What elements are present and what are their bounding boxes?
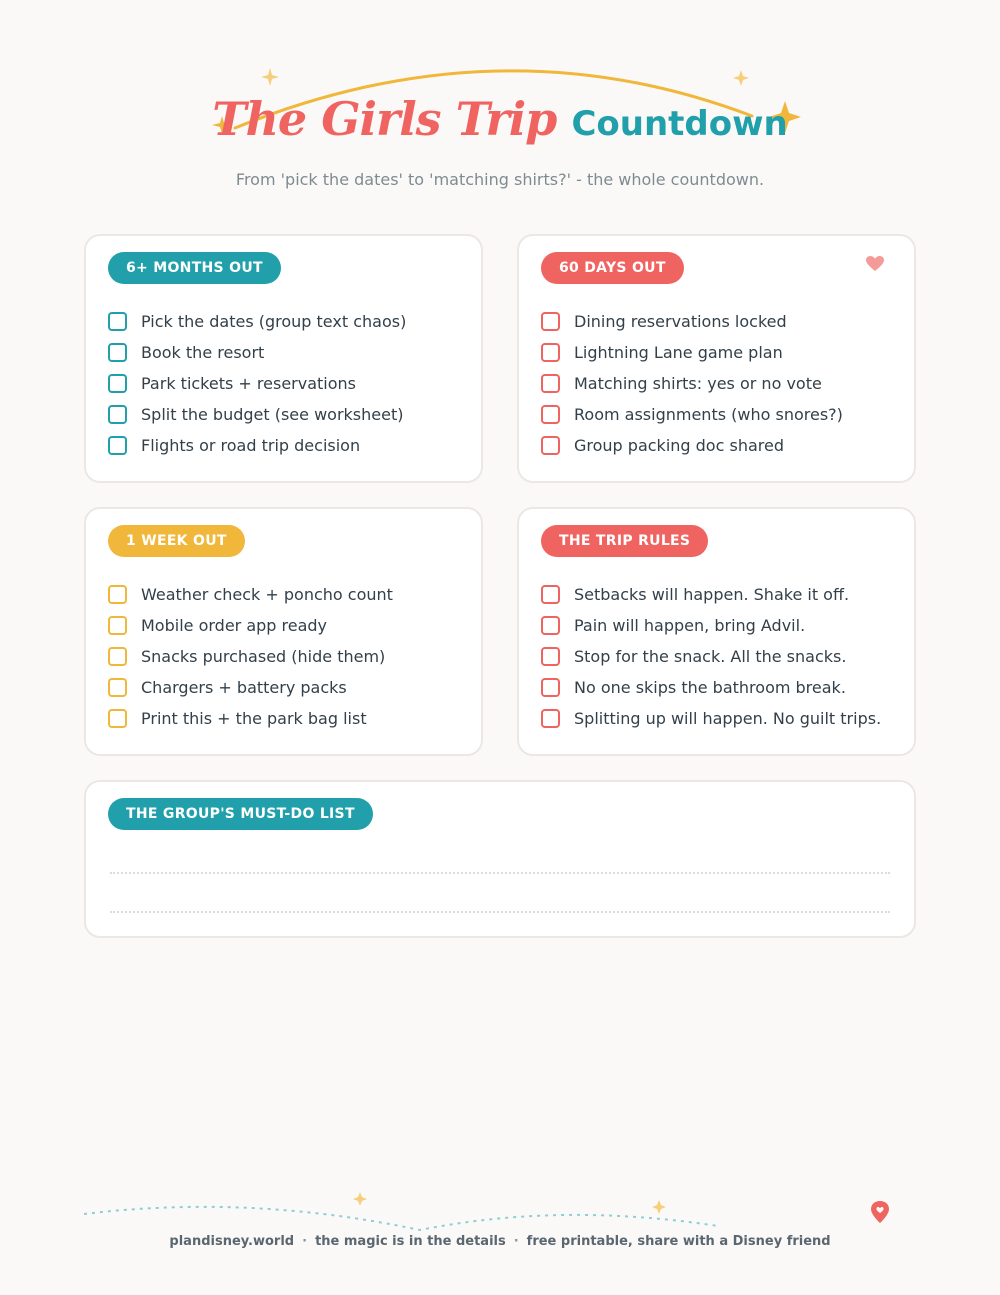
checklist-item[interactable]: [108, 672, 393, 703]
card-label: 60 DAYS OUT: [541, 252, 684, 284]
checkbox[interactable]: [108, 312, 127, 331]
map-pin-icon: [871, 1201, 889, 1223]
sparkle-icon: [353, 1192, 367, 1206]
checklist-item[interactable]: [108, 641, 393, 672]
checklist-item-text: Lightning Lane game plan: [574, 343, 783, 362]
footer-tagline: the magic is in the details: [315, 1234, 506, 1249]
checklist: [108, 306, 406, 461]
checklist-item-text: Mobile order app ready: [141, 616, 328, 635]
checklist-item-text: Split the budget (see worksheet): [141, 405, 404, 424]
footer: [0, 1234, 1000, 1249]
heart-icon: [866, 256, 884, 272]
checklist-item[interactable]: [541, 610, 881, 641]
card-label: THE TRIP RULES: [541, 525, 708, 557]
checklist-item-text: Book the resort: [141, 343, 265, 362]
checklist-item[interactable]: [108, 368, 406, 399]
checklist: [541, 306, 843, 461]
checklist: [108, 579, 393, 734]
card-1-week-out: [84, 507, 483, 756]
checkbox[interactable]: [108, 436, 127, 455]
card-label: 1 WEEK OUT: [108, 525, 245, 557]
checklist-item-text: Weather check + poncho count: [141, 585, 393, 604]
checkbox[interactable]: [541, 405, 560, 424]
checklist-item-text: Park tickets + reservations: [141, 374, 356, 393]
checkbox[interactable]: [541, 436, 560, 455]
footer-separator: ·: [513, 1234, 519, 1249]
checkbox[interactable]: [541, 678, 560, 697]
footer-separator: ·: [302, 1234, 308, 1249]
sparkle-icon: [261, 68, 279, 86]
checklist-item[interactable]: [541, 703, 881, 734]
checkbox[interactable]: [541, 312, 560, 331]
write-in-line[interactable]: [110, 872, 890, 874]
checklist-item-text: No one skips the bathroom break.: [574, 678, 846, 697]
checklist-item-text: Flights or road trip decision: [141, 436, 361, 455]
card-must-do-list: [84, 780, 916, 938]
checklist-item[interactable]: [541, 641, 881, 672]
checkbox[interactable]: [541, 647, 560, 666]
footer-site-link[interactable]: plandisney.world: [169, 1234, 295, 1249]
checklist-item[interactable]: [108, 399, 406, 430]
checklist-item-text: Splitting up will happen. No guilt trips.: [574, 709, 882, 728]
checklist-item[interactable]: [108, 337, 406, 368]
footer-wave-decoration: [0, 1180, 1000, 1240]
checkbox[interactable]: [108, 709, 127, 728]
checklist-item-text: Room assignments (who snores?): [574, 405, 843, 424]
sparkle-icon: [733, 70, 749, 86]
checklist-item[interactable]: [541, 672, 881, 703]
checkbox[interactable]: [541, 709, 560, 728]
checkbox[interactable]: [108, 585, 127, 604]
checklist-item[interactable]: [108, 306, 406, 337]
checklist-item[interactable]: [541, 306, 843, 337]
checklist-item[interactable]: [108, 610, 393, 641]
checkbox[interactable]: [541, 585, 560, 604]
checklist-item[interactable]: [541, 579, 881, 610]
card-60-days-out: [517, 234, 916, 483]
checkbox[interactable]: [108, 647, 127, 666]
checklist-item-text: Pain will happen, bring Advil.: [574, 616, 806, 635]
checklist: [541, 579, 881, 734]
card-trip-rules: [517, 507, 916, 756]
checklist-item-text: Chargers + battery packs: [141, 678, 347, 697]
checklist-item[interactable]: [541, 368, 843, 399]
checkbox[interactable]: [108, 616, 127, 635]
checklist-item-text: Group packing doc shared: [574, 436, 784, 455]
checkbox[interactable]: [541, 374, 560, 393]
checklist-item-text: Print this + the park bag list: [141, 709, 367, 728]
checklist-item-text: Stop for the snack. All the snacks.: [574, 647, 847, 666]
card-label: 6+ MONTHS OUT: [108, 252, 281, 284]
card-label: THE GROUP'S MUST-DO LIST: [108, 798, 373, 830]
write-in-line[interactable]: [110, 911, 890, 913]
checkbox[interactable]: [541, 343, 560, 362]
title-script-text: The Girls Trip: [212, 92, 557, 146]
footer-note: free printable, share with a Disney friend: [526, 1234, 831, 1249]
checkbox[interactable]: [108, 343, 127, 362]
page-subtitle: From 'pick the dates' to 'matching shirts?' - the whole countdown.: [235, 170, 765, 189]
checklist-item[interactable]: [108, 430, 406, 461]
checklist-item[interactable]: [108, 703, 393, 734]
sparkle-icon: [652, 1200, 666, 1214]
checklist-item[interactable]: [541, 337, 843, 368]
checklist-item-text: Setbacks will happen. Shake it off.: [574, 585, 850, 604]
checklist-item[interactable]: [541, 430, 843, 461]
page-title: [0, 92, 1000, 146]
checklist-item-text: Snacks purchased (hide them): [141, 647, 386, 666]
checkbox[interactable]: [108, 405, 127, 424]
checklist-item[interactable]: [541, 399, 843, 430]
checkbox[interactable]: [108, 374, 127, 393]
card-6-months-out: [84, 234, 483, 483]
checkbox[interactable]: [108, 678, 127, 697]
checklist-item-text: Pick the dates (group text chaos): [141, 312, 407, 331]
checklist-item[interactable]: [108, 579, 393, 610]
checklist-item-text: Dining reservations locked: [574, 312, 787, 331]
checklist-item-text: Matching shirts: yes or no vote: [574, 374, 822, 393]
checkbox[interactable]: [541, 616, 560, 635]
title-main-text: Countdown: [571, 104, 788, 144]
